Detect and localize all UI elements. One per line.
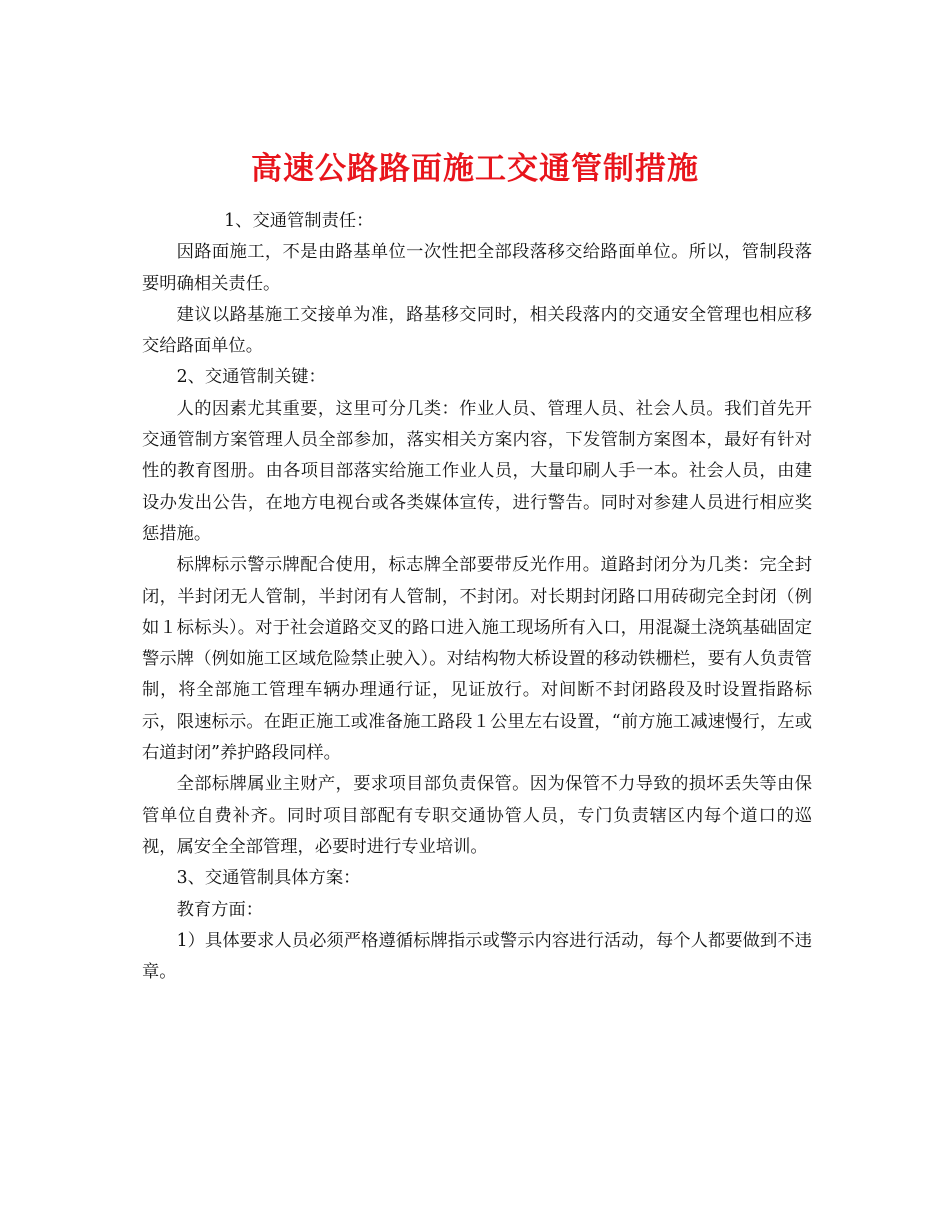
document-body (142, 206, 812, 988)
section-heading-specific-plan: 3、交通管制具体方案： (176, 868, 361, 889)
paragraph: 因路面施工，不是由路基单位一次性把全部段落移交给路面单位。所以，管制段落要明确相关责任。 (142, 242, 812, 294)
paragraph: 建议以路基施工交接单为准，路基移交同时，相关段落内的交通安全管理也相应移交给路面单位。 (142, 304, 812, 357)
list-item: 1）具体要求人员必须严格遵循标牌指示或警示内容进行活动，每个人都要做到不违章。 (142, 930, 812, 983)
section-heading-key-points: 2、交通管制关键： (176, 367, 326, 388)
paragraph: 标牌标示警示牌配合使用，标志牌全部要带反光作用。道路封闭分为几类：完全封闭，半封闭无人管制，半封闭有人管制，不封闭。对长期封闭路口用砖砌完全封闭（例如１标标头）。对于社会道路交叉的路口进入施工现场所有入口，用混凝土浇筑基础固定警示牌（例如施工区域危险禁止驶入）。对结构物大桥设置的移动铁栅栏，要有人负责管制，将全部施工管理车辆办理通行证，见证放行。对间断不封闭路段及时设置指路标示，限速标示。在距正施工或准备施工路段１公里左右设置，“前方施工减速慢行，左或右道封闭”养护路段同样。 (142, 555, 812, 764)
section-heading-responsibility: 1、交通管制责任： (224, 211, 374, 231)
document-title: 高速公路路面施工交通管制措施 (251, 150, 699, 187)
subheading-education: 教育方面： (176, 899, 264, 920)
paragraph: 人的因素尤其重要，这里可分几类：作业人员、管理人员、社会人员。我们首先开交通管制方案管理人员全部参加，落实相关方案内容，下发管制方案图本，最好有针对性的教育图册。由各项目部落实给施工作业人员，大量印刷人手一本。社会人员，由建设办发出公告，在地方电视台或各类媒体宣传，进行警告。同时对参建人员进行相应奖惩措施。 (142, 398, 812, 544)
paragraph: 全部标牌属业主财产，要求项目部负责保管。因为保管不力导致的损坏丢失等由保管单位自费补齐。同时项目部配有专职交通协管人员，专门负责辖区内每个道口的巡视，属安全全部管理，必要时进行专业培训。 (142, 774, 812, 857)
